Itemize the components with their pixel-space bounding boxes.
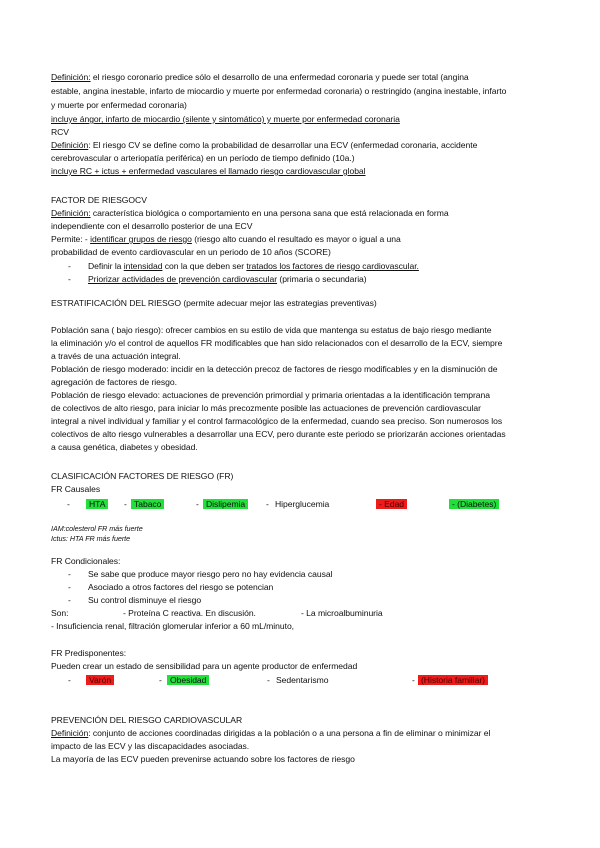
text-line: Población de riesgo moderado: incidir en la detección precoz de factores de riesgo modificables y en la disminución de [51,364,498,374]
bullet-item: Priorizar actividades de prevención cardiovascular (primaria o secundaria) [88,274,367,284]
text-line: Pueden crear un estado de sensibilidad para un agente productor de enfermedad [51,661,358,671]
text-line: - Insuficiencia renal, filtración glomerular inferior a 60 mL/minuto, [51,621,295,631]
text-line: independiente con el desarrollo posterior de una ECV [51,221,253,231]
bullet-item: Se sabe que produce mayor riesgo pero no hay evidencia causal [88,569,333,579]
bullet-dash: - [68,675,71,685]
definition-label: Definición [51,140,89,150]
text-line: cerebrovascular o arteriopatía periférica) en un período de tiempo definido (10a.) [51,153,355,163]
section-heading-clasificacion: CLASIFICACIÓN FACTORES DE RIESGO (FR) [51,471,234,481]
condicionales-heading: FR Condicionales: [51,556,121,566]
text-line: incluye RC + ictus + enfermedad vasculares el llamado riesgo cardiovascular global [51,166,366,176]
text-line: colectivos de alto riesgo vulnerables a desarrollar una ECV, pero durante este periodo se priorizarán acciones orientadas [51,429,506,439]
factor-obesidad: Obesidad [167,675,209,686]
text-line: y muerte por enfermedad coronaria) [51,100,187,110]
son-label: Son: [51,608,69,618]
bullet-item: Definir la intensidad con la que deben ser tratados los factores de riesgo cardiovascular. [88,261,419,271]
bullet-dash: - [196,499,199,509]
factor-historia-familiar: (Historia familiar) [418,675,488,686]
definition-coronary-line: Definición: el riesgo coronario predice sólo el desarrollo de una enfermedad coronaria y puede ser total (angina [51,72,469,82]
definition-label: Definición: [51,72,91,82]
note-ictus: Ictus: HTA FR más fuerte [51,534,131,543]
section-heading-frcv: FACTOR DE RIESGOCV [51,195,147,205]
rcv-heading: RCV [51,127,69,137]
factor-hiperglucemia: Hiperglucemia [275,499,330,509]
definition-label: Definición: [51,208,91,218]
factor-sedentarismo: Sedentarismo [276,675,329,685]
text-line: la eliminación y/o el control de aquellos FR modificables que han sido relacionados con el desarrollo de la ECV, siempre [51,338,503,348]
text-line: estable, angina inestable, infarto de miocardio y muerte por enfermedad coronaria) o restringido (angina inestable, infarto [51,86,507,96]
factor-dislipemia: Dislipemia [203,499,248,510]
bullet-dash: - [68,261,71,271]
bullet-dash: - [68,569,71,579]
factor-diabetes: - (Diabetes) [449,499,499,510]
factor-hta: HTA [86,499,108,510]
text-line: La mayoría de las ECV pueden prevenirse actuando sobre los factores de riesgo [51,754,355,764]
text-line: de colectivos de alto riesgo, para iniciar lo más precozmente posible las actuaciones de prevención cardiovascular [51,403,481,413]
bullet-dash: - [267,675,270,685]
bullet-dash: - [68,582,71,592]
text-line: integral a nivel individual y familiar y el control farmacológico de la enfermedad, cuando sea preciso. Son numerosos los [51,416,503,426]
section-heading-prevencion: PREVENCIÓN DEL RIESGO CARDIOVASCULAR [51,715,243,725]
son-item-microalbuminuria: - La microalbuminuria [301,608,383,618]
definition-rcv-line: Definición: El riesgo CV se define como la probabilidad de desarrollar una ECV (enfermedad coronaria, accidente [51,140,478,150]
permite-line: Permite: - identificar grupos de riesgo (riesgo alto cuando el resultado es mayor o igual a una [51,234,401,244]
text-line: a causa genética, diabetes y obesidad. [51,442,198,452]
bullet-dash: - [266,499,269,509]
bullet-dash: - [68,274,71,284]
section-heading-estratificacion: ESTRATIFICACIÓN DEL RIESGO (permite adecuar mejor las estrategias preventivas) [51,298,377,308]
text-line: a través de una actuación integral. [51,351,181,361]
text-line: Población de riesgo elevado: actuaciones de prevención primordial y primaria orientadas a la identificación temprana [51,390,490,400]
text-line: incluye ángor, infarto de miocardio (silente y sintomático) y muerte por enfermedad coronaria [51,114,400,124]
causales-heading: FR Causales [51,484,101,494]
text-line: Población sana ( bajo riesgo): ofrecer cambios en su estilo de vida que mantenga su estatus de bajo riesgo mediante [51,325,492,335]
text-line: impacto de las ECV y las discapacidades asociadas. [51,741,250,751]
bullet-dash: - [159,675,162,685]
factor-varon: Varón [86,675,114,686]
definition-prevencion-line: Definición: conjunto de acciones coordinadas dirigidas a la población o a una persona a fin de eliminar o minimizar el [51,728,491,738]
text-line: agregación de factores de riesgo. [51,377,177,387]
bullet-dash: - [68,595,71,605]
definition-frcv-line: Definición: característica biológica o comportamiento en una persona sana que está relacionada en forma [51,208,449,218]
definition-label: Definición [51,728,89,738]
bullet-dash: - [67,499,70,509]
bullet-dash: - [124,499,127,509]
factor-tabaco: Tabaco [131,499,164,510]
son-item-pcr: - Proteína C reactiva. En discusión. [123,608,256,618]
predisponentes-heading: FR Predisponentes: [51,648,127,658]
bullet-item: Su control disminuye el riesgo [88,595,202,605]
factor-edad: - Edad [376,499,407,510]
bullet-item: Asociado a otros factores del riesgo se potencian [88,582,274,592]
bullet-dash: - [412,675,415,685]
text-line: probabilidad de evento cardiovascular en un periodo de 10 años (SCORE) [51,247,331,257]
note-iam: IAM:colesterol FR más fuerte [51,524,143,533]
